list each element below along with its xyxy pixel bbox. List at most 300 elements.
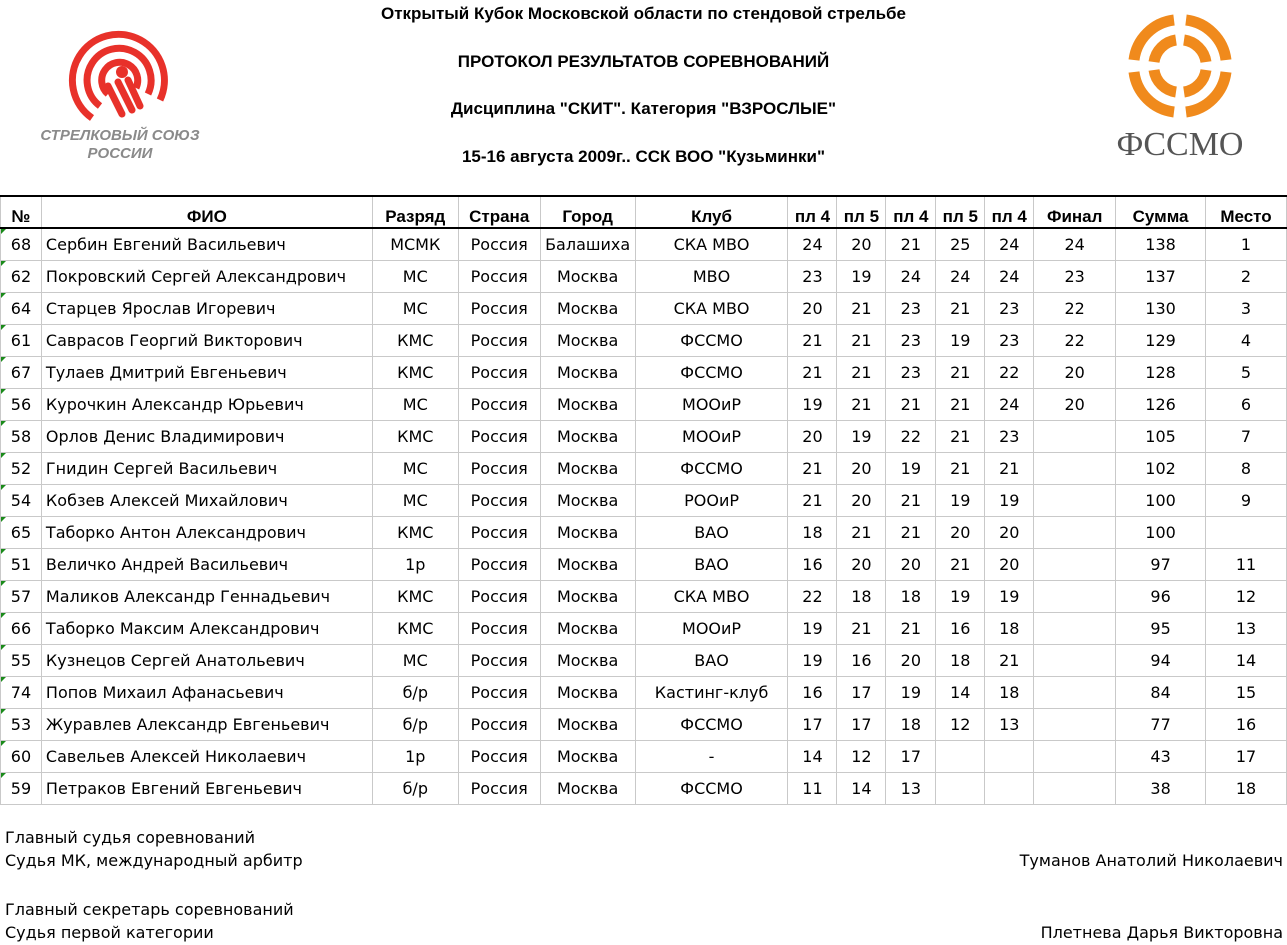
table-cell: РООиР (635, 485, 788, 517)
table-cell: 24 (788, 228, 837, 261)
column-header: Место (1206, 196, 1287, 228)
table-cell: 20 (788, 421, 837, 453)
table-cell: 17 (886, 741, 936, 773)
table-cell: Гнидин Сергей Васильевич (41, 453, 372, 485)
table-cell: 17 (1206, 741, 1287, 773)
column-header: пл 4 (985, 196, 1034, 228)
table-cell: 12 (936, 709, 985, 741)
table-cell: 95 (1116, 613, 1206, 645)
table-cell: Москва (540, 453, 635, 485)
table-cell: КМС (372, 421, 458, 453)
table-cell: 20 (886, 549, 936, 581)
table-cell: 126 (1116, 389, 1206, 421)
judge-title: Главный судья соревнований (5, 828, 256, 847)
table-row (1, 773, 1287, 805)
table-cell: 4 (1206, 325, 1287, 357)
table-cell: 52 (1, 453, 42, 485)
table-cell: 20 (1034, 357, 1116, 389)
table-cell: Москва (540, 485, 635, 517)
table-cell: 56 (1, 389, 42, 421)
table-cell: 21 (788, 453, 837, 485)
table-cell: ФССМО (635, 709, 788, 741)
table-cell: 128 (1116, 357, 1206, 389)
table-cell: 84 (1116, 677, 1206, 709)
logo-fssmo (1100, 12, 1260, 162)
table-cell: 22 (985, 357, 1034, 389)
logo-left-line1: СТРЕЛКОВЫЙ СОЮЗ (40, 127, 200, 144)
table-cell: Кастинг-клуб (635, 677, 788, 709)
table-cell: 23 (788, 261, 837, 293)
table-cell: МСМК (372, 228, 458, 261)
table-cell: 129 (1116, 325, 1206, 357)
table-cell (936, 773, 985, 805)
table-cell: 138 (1116, 228, 1206, 261)
table-cell: 23 (985, 421, 1034, 453)
table-cell: 43 (1116, 741, 1206, 773)
table-row (1, 517, 1287, 549)
table-cell: 13 (886, 773, 936, 805)
table-cell: 60 (1, 741, 42, 773)
table-cell: 20 (837, 549, 886, 581)
table-cell: 54 (1, 485, 42, 517)
judge-rank: Судья МК, международный арбитр (5, 851, 303, 870)
table-cell: 22 (886, 421, 936, 453)
table-cell: ФССМО (635, 773, 788, 805)
table-cell: 18 (886, 581, 936, 613)
table-cell: 20 (837, 228, 886, 261)
table-cell: 102 (1116, 453, 1206, 485)
table-cell: 21 (886, 228, 936, 261)
table-cell: 18 (985, 677, 1034, 709)
table-cell: 21 (936, 421, 985, 453)
table-cell: 6 (1206, 389, 1287, 421)
table-cell: 12 (837, 741, 886, 773)
table-cell: 22 (788, 581, 837, 613)
table-cell: 21 (936, 549, 985, 581)
table-cell (936, 741, 985, 773)
table-cell: Россия (458, 709, 540, 741)
table-cell: КМС (372, 357, 458, 389)
table-cell: б/р (372, 677, 458, 709)
table-cell: 62 (1, 261, 42, 293)
column-header: Разряд (372, 196, 458, 228)
table-cell: 21 (985, 453, 1034, 485)
table-cell: 20 (837, 485, 886, 517)
table-cell: Саврасов Георгий Викторович (41, 325, 372, 357)
secretary-name: Плетнева Дарья Викторовна (1040, 923, 1283, 942)
table-cell: 12 (1206, 581, 1287, 613)
table-cell: 51 (1, 549, 42, 581)
table-row (1, 228, 1287, 261)
table-cell: 23 (886, 325, 936, 357)
table-cell: 100 (1116, 517, 1206, 549)
table-cell: КМС (372, 325, 458, 357)
table-cell: 94 (1116, 645, 1206, 677)
table-cell (1034, 613, 1116, 645)
table-cell: 66 (1, 613, 42, 645)
table-cell: Москва (540, 741, 635, 773)
table-cell: 21 (936, 357, 985, 389)
table-cell: 13 (1206, 613, 1287, 645)
table-cell: 16 (837, 645, 886, 677)
logo-right-text: ФССМО (1116, 126, 1244, 162)
table-row (1, 485, 1287, 517)
table-row (1, 421, 1287, 453)
table-cell: Старцев Ярослав Игоревич (41, 293, 372, 325)
column-header: № (1, 196, 42, 228)
table-cell (985, 773, 1034, 805)
table-cell: 20 (1034, 389, 1116, 421)
table-cell: МС (372, 261, 458, 293)
table-cell: 5 (1206, 357, 1287, 389)
table-cell: 24 (985, 261, 1034, 293)
results-table (0, 195, 1287, 805)
table-cell: Орлов Денис Владимирович (41, 421, 372, 453)
table-cell: 21 (936, 389, 985, 421)
table-cell: ВАО (635, 517, 788, 549)
table-cell: 20 (936, 517, 985, 549)
table-cell: Таборко Максим Александрович (41, 613, 372, 645)
table-cell: 14 (1206, 645, 1287, 677)
table-cell: 19 (837, 421, 886, 453)
table-cell: 68 (1, 228, 42, 261)
table-cell (1034, 581, 1116, 613)
table-cell: 21 (936, 453, 985, 485)
table-row (1, 453, 1287, 485)
table-cell: Россия (458, 581, 540, 613)
column-header: Страна (458, 196, 540, 228)
table-header-row (1, 196, 1287, 228)
table-cell: Москва (540, 581, 635, 613)
table-cell: 11 (1206, 549, 1287, 581)
table-cell: 23 (1034, 261, 1116, 293)
table-cell (1034, 453, 1116, 485)
table-cell: Москва (540, 389, 635, 421)
table-cell: Россия (458, 549, 540, 581)
column-header: пл 4 (886, 196, 936, 228)
table-cell (1034, 485, 1116, 517)
table-cell: 20 (985, 517, 1034, 549)
table-cell: Россия (458, 645, 540, 677)
table-cell: 21 (985, 645, 1034, 677)
table-cell: Москва (540, 549, 635, 581)
table-cell: 21 (788, 357, 837, 389)
table-cell: 19 (936, 325, 985, 357)
table-cell: 16 (788, 677, 837, 709)
table-cell: 20 (886, 645, 936, 677)
table-cell: Маликов Александр Геннадьевич (41, 581, 372, 613)
table-cell: Москва (540, 325, 635, 357)
table-cell: 19 (837, 261, 886, 293)
table-cell: Россия (458, 677, 540, 709)
table-cell: Сербин Евгений Васильевич (41, 228, 372, 261)
table-cell: 105 (1116, 421, 1206, 453)
table-cell: Москва (540, 261, 635, 293)
table-cell: 24 (1034, 228, 1116, 261)
table-cell: 21 (886, 389, 936, 421)
table-row (1, 549, 1287, 581)
table-cell: 23 (985, 293, 1034, 325)
table-cell: МООиР (635, 389, 788, 421)
table-cell: МС (372, 389, 458, 421)
table-cell: 21 (837, 389, 886, 421)
table-row (1, 677, 1287, 709)
table-cell: 23 (886, 357, 936, 389)
column-header: Сумма (1116, 196, 1206, 228)
table-cell: Россия (458, 773, 540, 805)
table-cell (1034, 517, 1116, 549)
table-cell: 24 (936, 261, 985, 293)
table-cell: СКА МВО (635, 293, 788, 325)
header-title: Открытый Кубок Московской области по стендовой стрельбе (380, 4, 907, 23)
table-cell: 21 (788, 325, 837, 357)
table-cell: 9 (1206, 485, 1287, 517)
table-cell: 59 (1, 773, 42, 805)
table-cell (1034, 549, 1116, 581)
table-cell (1034, 645, 1116, 677)
column-header: Город (540, 196, 635, 228)
table-cell: Тулаев Дмитрий Евгеньевич (41, 357, 372, 389)
table-cell: СКА МВО (635, 228, 788, 261)
table-cell: 58 (1, 421, 42, 453)
table-cell: СКА МВО (635, 581, 788, 613)
table-cell: ФССМО (635, 325, 788, 357)
table-cell: Россия (458, 613, 540, 645)
table-row (1, 357, 1287, 389)
table-cell: 17 (837, 677, 886, 709)
table-cell: 18 (936, 645, 985, 677)
table-cell (1034, 421, 1116, 453)
table-cell: 19 (936, 581, 985, 613)
table-cell: 21 (837, 293, 886, 325)
header-protocol: ПРОТОКОЛ РЕЗУЛЬТАТОВ СОРЕВНОВАНИЙ (457, 52, 830, 71)
table-cell: Россия (458, 517, 540, 549)
column-header: пл 5 (837, 196, 886, 228)
table-cell: 100 (1116, 485, 1206, 517)
table-cell: Величко Андрей Васильевич (41, 549, 372, 581)
table-cell: 17 (837, 709, 886, 741)
table-row (1, 613, 1287, 645)
table-row (1, 293, 1287, 325)
table-cell: 21 (936, 293, 985, 325)
table-cell: 1 (1206, 228, 1287, 261)
table-cell: 21 (788, 485, 837, 517)
table-cell: Москва (540, 709, 635, 741)
table-cell: Россия (458, 261, 540, 293)
table-cell: 24 (886, 261, 936, 293)
table-cell (1034, 709, 1116, 741)
table-cell: - (635, 741, 788, 773)
table-cell: 1р (372, 549, 458, 581)
table-cell: 77 (1116, 709, 1206, 741)
table-cell: 19 (886, 677, 936, 709)
table-cell: 61 (1, 325, 42, 357)
table-cell: Россия (458, 453, 540, 485)
table-cell: 22 (1034, 293, 1116, 325)
table-cell: 15 (1206, 677, 1287, 709)
table-cell: Петраков Евгений Евгеньевич (41, 773, 372, 805)
table-cell: Россия (458, 485, 540, 517)
table-row (1, 581, 1287, 613)
table-cell: 18 (1206, 773, 1287, 805)
table-cell (1034, 741, 1116, 773)
table-cell: 24 (985, 389, 1034, 421)
table-cell: 64 (1, 293, 42, 325)
table-cell: Москва (540, 421, 635, 453)
table-cell: МС (372, 645, 458, 677)
table-cell: Москва (540, 613, 635, 645)
table-cell: 23 (985, 325, 1034, 357)
table-cell: 3 (1206, 293, 1287, 325)
table-cell: МС (372, 485, 458, 517)
table-cell: ФССМО (635, 453, 788, 485)
table-cell: 25 (936, 228, 985, 261)
table-cell: Кузнецов Сергей Анатольевич (41, 645, 372, 677)
table-row (1, 709, 1287, 741)
table-cell: Россия (458, 325, 540, 357)
table-cell: Россия (458, 293, 540, 325)
table-cell: Москва (540, 645, 635, 677)
table-cell: 14 (837, 773, 886, 805)
table-cell: 11 (788, 773, 837, 805)
table-cell: 21 (837, 325, 886, 357)
table-row (1, 389, 1287, 421)
table-cell: б/р (372, 773, 458, 805)
table-cell: Москва (540, 677, 635, 709)
table-cell: 20 (788, 293, 837, 325)
column-header: Клуб (635, 196, 788, 228)
column-header: ФИО (41, 196, 372, 228)
table-cell: Россия (458, 421, 540, 453)
table-cell: 2 (1206, 261, 1287, 293)
table-cell: 18 (985, 613, 1034, 645)
table-cell: 137 (1116, 261, 1206, 293)
table-cell: Таборко Антон Александрович (41, 517, 372, 549)
table-cell (985, 741, 1034, 773)
table-cell (1034, 773, 1116, 805)
table-cell: Россия (458, 741, 540, 773)
table-cell: Россия (458, 228, 540, 261)
table-cell: 53 (1, 709, 42, 741)
table-cell: 20 (837, 453, 886, 485)
table-cell: Попов Михаил Афанасьевич (41, 677, 372, 709)
table-cell: 1р (372, 741, 458, 773)
table-cell (1034, 677, 1116, 709)
table-cell: 97 (1116, 549, 1206, 581)
column-header: пл 4 (788, 196, 837, 228)
table-cell: 22 (1034, 325, 1116, 357)
table-cell: 96 (1116, 581, 1206, 613)
table-cell: ВАО (635, 549, 788, 581)
table-row (1, 741, 1287, 773)
table-cell: 130 (1116, 293, 1206, 325)
table-cell: 65 (1, 517, 42, 549)
logo-left-line2: РОССИИ (87, 145, 153, 162)
table-cell: КМС (372, 581, 458, 613)
table-cell: 13 (985, 709, 1034, 741)
table-cell: Россия (458, 357, 540, 389)
header-date-venue: 15-16 августа 2009г.. ССК ВОО "Кузьминки" (461, 147, 826, 166)
table-cell: 74 (1, 677, 42, 709)
table-cell: 19 (788, 613, 837, 645)
table-cell: 19 (985, 581, 1034, 613)
column-header: пл 5 (936, 196, 985, 228)
table-cell: 16 (936, 613, 985, 645)
table-cell: 20 (985, 549, 1034, 581)
table-cell: Курочкин Александр Юрьевич (41, 389, 372, 421)
table-cell: ФССМО (635, 357, 788, 389)
secretary-title: Главный секретарь соревнований (5, 900, 294, 919)
header-discipline: Дисциплина "СКИТ". Категория "ВЗРОСЛЫЕ" (450, 99, 837, 118)
table-cell: 19 (788, 645, 837, 677)
judge-name: Туманов Анатолий Николаевич (1019, 851, 1283, 870)
table-cell: 16 (788, 549, 837, 581)
table-cell: МООиР (635, 613, 788, 645)
logo-strelkovy-soyuz (20, 10, 220, 170)
table-cell: 18 (886, 709, 936, 741)
table-cell: 38 (1116, 773, 1206, 805)
table-cell: Москва (540, 293, 635, 325)
table-cell: 21 (886, 613, 936, 645)
table-cell: 21 (886, 517, 936, 549)
table-cell: Россия (458, 389, 540, 421)
table-cell: 8 (1206, 453, 1287, 485)
table-cell: Москва (540, 357, 635, 389)
table-body (1, 228, 1287, 805)
table-cell: 19 (886, 453, 936, 485)
table-cell: КМС (372, 613, 458, 645)
table-cell: 19 (936, 485, 985, 517)
table-cell: МС (372, 293, 458, 325)
table-cell: б/р (372, 709, 458, 741)
table-cell: 21 (837, 357, 886, 389)
table-cell: КМС (372, 517, 458, 549)
table-cell: 67 (1, 357, 42, 389)
table-cell: 21 (886, 485, 936, 517)
table-cell: 24 (985, 228, 1034, 261)
table-cell (1206, 517, 1287, 549)
table-cell: Савельев Алексей Николаевич (41, 741, 372, 773)
table-cell: Покровский Сергей Александрович (41, 261, 372, 293)
table-cell: 21 (837, 517, 886, 549)
table-cell: Москва (540, 773, 635, 805)
column-header: Финал (1034, 196, 1116, 228)
table-cell: Балашиха (540, 228, 635, 261)
table-cell: ВАО (635, 645, 788, 677)
secretary-rank: Судья первой категории (5, 923, 214, 942)
table-cell: 14 (936, 677, 985, 709)
table-cell: 21 (837, 613, 886, 645)
table-cell: 57 (1, 581, 42, 613)
table-cell: 19 (788, 389, 837, 421)
table-cell: 16 (1206, 709, 1287, 741)
table-cell: Москва (540, 517, 635, 549)
table-cell: 14 (788, 741, 837, 773)
table-cell: 18 (788, 517, 837, 549)
table-row (1, 261, 1287, 293)
table-cell: 23 (886, 293, 936, 325)
table-cell: 55 (1, 645, 42, 677)
table-cell: МВО (635, 261, 788, 293)
table-cell: 18 (837, 581, 886, 613)
table-cell: 7 (1206, 421, 1287, 453)
table-cell: 19 (985, 485, 1034, 517)
table-cell: МООиР (635, 421, 788, 453)
table-cell: 17 (788, 709, 837, 741)
table-cell: Кобзев Алексей Михайлович (41, 485, 372, 517)
table-row (1, 645, 1287, 677)
table-row (1, 325, 1287, 357)
